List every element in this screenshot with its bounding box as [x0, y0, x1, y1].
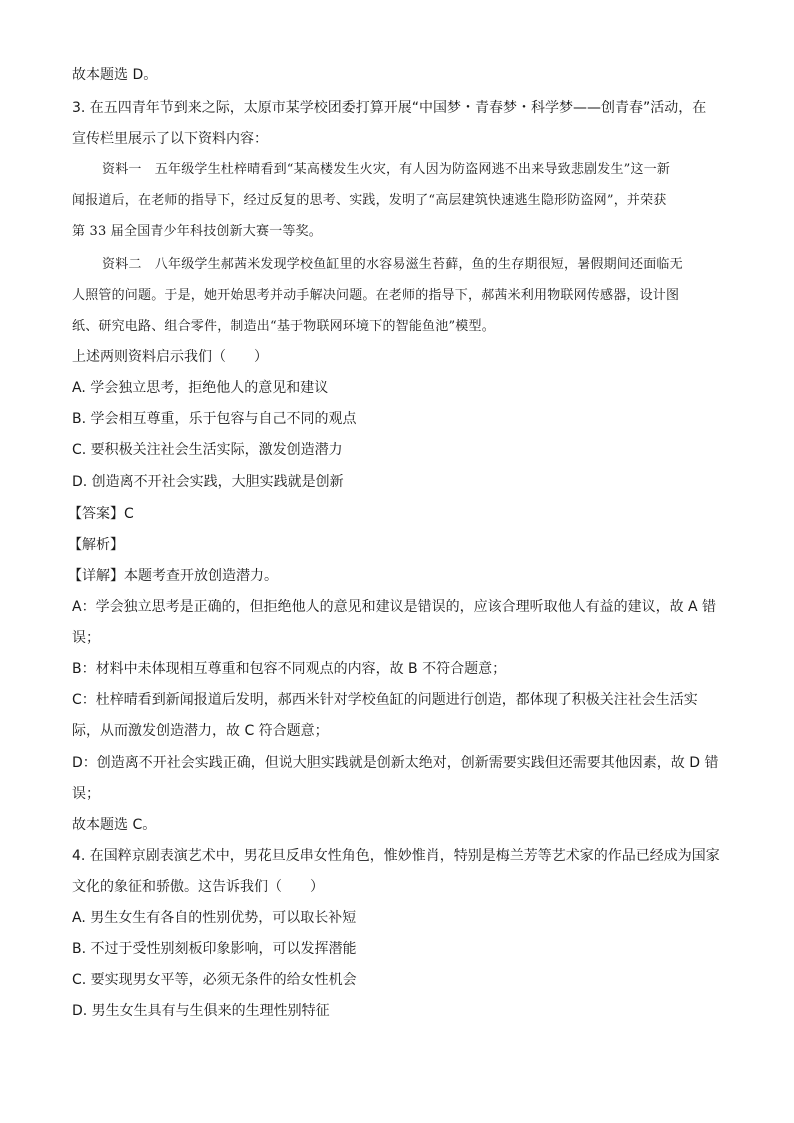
q4-option-c: C. 要实现男女平等，必须无条件的给女性机会 — [72, 972, 357, 988]
analysis-a-cont: 误； — [72, 630, 100, 646]
analysis-b: B：材料中未体现相互尊重和包容不同观点的内容，故 B 不符合题意； — [72, 661, 507, 677]
analysis-c-cont: 际，从而激发创造潜力，故 C 符合题意； — [72, 723, 329, 739]
question-3-stem-cont: 宣传栏里展示了以下资料内容： — [72, 131, 268, 147]
q4-option-b: B. 不过于受性别刻板印象影响，可以发挥潜能 — [72, 941, 357, 957]
material-1-line-2: 闻报道后，在老师的指导下，经过反复的思考、实践，发明了“高层建筑快速逃生隐形防盗网”，并荣获 — [72, 193, 667, 208]
material-2-line-1: 资料二 八年级学生郝茜米发现学校鱼缸里的水容易滋生苔藓，鱼的生存期很短，暑假期间还面临无 — [102, 257, 683, 272]
option-c: C. 要积极关注社会生活实际，激发创造潜力 — [72, 442, 343, 458]
material-2-line-2: 人照管的问题。于是，她开始思考并动手解决问题。在老师的指导下，郝茜米利用物联网传感器，设计图 — [72, 288, 680, 303]
previous-answer-conclusion: 故本题选 D。 — [72, 67, 158, 83]
option-d: D. 创造离不开社会实践，大胆实践就是创新 — [72, 474, 344, 490]
option-a: A. 学会独立思考，拒绝他人的意见和建议 — [72, 380, 329, 396]
analysis-d: D：创造离不开社会实践正确，但说大胆实践就是创新太绝对，创新需要实践但还需要其他因素，故 D 错 — [72, 755, 719, 771]
question-3-prompt: 上述两则资料启示我们（ ） — [72, 349, 268, 365]
option-b: B. 学会相互尊重，乐于包容与自己不同的观点 — [72, 411, 357, 427]
material-2-line-3: 纸、研究电路、组合零件，制造出“基于物联网环境下的智能鱼池”模型。 — [72, 319, 495, 334]
analysis-d-cont: 误； — [72, 786, 100, 802]
question-3-conclusion: 故本题选 C。 — [72, 817, 157, 833]
question-4-stem-cont: 文化的象征和骄傲。这告诉我们（ ） — [72, 879, 324, 895]
question-3-stem: 3. 在五四青年节到来之际，太原市某学校团委打算开展“中国梦・青春梦・科学梦——创青春”活动，在 — [72, 100, 707, 116]
detail-label: 【详解】本题考查开放创造潜力。 — [68, 568, 278, 584]
answer-label: 【答案】C — [68, 506, 134, 522]
analysis-label: 【解析】 — [68, 537, 124, 553]
analysis-a: A：学会独立思考是正确的，但拒绝他人的意见和建议是错误的，应该合理听取他人有益的建议，故 A 错 — [72, 599, 717, 615]
q4-option-d: D. 男生女生具有与生俱来的生理性别特征 — [72, 1003, 330, 1019]
material-1-line-1: 资料一 五年级学生杜梓晴看到“某高楼发生火灾，有人因为防盗网逃不出来导致悲剧发生”这一新 — [102, 162, 671, 177]
q4-option-a: A. 男生女生有各自的性别优势，可以取长补短 — [72, 910, 357, 926]
material-1-line-3: 第 33 届全国青少年科技创新大赛一等奖。 — [72, 224, 323, 239]
analysis-c: C：杜梓晴看到新闻报道后发明，郝西米针对学校鱼缸的问题进行创造，都体现了积极关注社会生活实 — [72, 692, 698, 708]
question-4-stem: 4. 在国粹京剧表演艺术中，男花旦反串女性角色，惟妙惟肖，特别是梅兰芳等艺术家的作品已经成为国家 — [72, 848, 720, 864]
